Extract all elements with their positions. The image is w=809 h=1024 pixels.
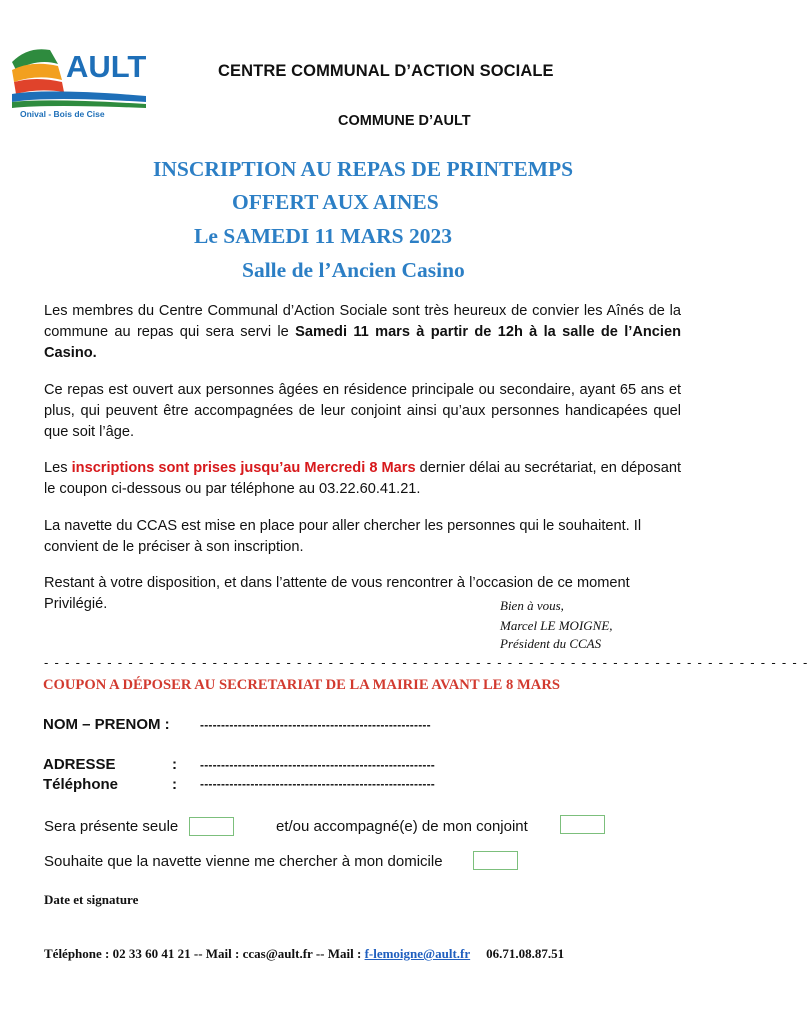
invitation-date-place: Samedi 11 mars à partir de 12h à la salle de l’Ancien Casino. (44, 324, 682, 361)
paragraph-closing: Restant à votre disposition, et dans l’attente de vous rencontrer à l’occasion de ce moment Privilégié. (44, 575, 630, 612)
cut-separator: - - - - - - - - - - - - - - - - - - - - - - - - - - - - - - - - - - - - - - - - - - - - - - - - - - - - - - - - - - - - - - - - - - - - - - - - - (44, 655, 809, 670)
alone-checkbox[interactable] (189, 817, 234, 836)
shuttle-label: Souhaite que la navette vienne me chercher à mon domicile (44, 853, 443, 870)
name-label: NOM – PRENOM : (43, 716, 170, 733)
title-line-3: Le SAMEDI 11 MARS 2023 (194, 224, 453, 248)
registration-start: Les (44, 460, 72, 476)
registration-end: dernier délai au secrétariat, en déposant le coupon ci-dessous ou par téléphone au 03.22.60.41.21. (44, 460, 681, 497)
footer-phone-mail: Téléphone : 02 33 60 41 21 -- Mail : ccas@ault.fr -- Mail : (44, 946, 365, 961)
spouse-checkbox[interactable] (560, 815, 605, 834)
address-label: ADRESSE (43, 756, 116, 773)
address-colon: : (172, 756, 177, 773)
coupon-title: COUPON A DÉPOSER AU SECRETARIAT DE LA MAIRIE AVANT LE 8 MARS (43, 677, 560, 693)
invitation-text: Les membres du Centre Communal d’Action Sociale sont très heureux de convier les Aînés de la commune au repas qui sera servi le (44, 303, 681, 340)
signature-greeting: Bien à vous, (500, 598, 564, 613)
footer-contact (44, 946, 564, 962)
date-signature-label: Date et signature (44, 892, 139, 907)
address-field[interactable]: -------------------------------------------------------- (200, 758, 435, 772)
paragraph-registration (44, 458, 681, 500)
spouse-label: et/ou accompagné(e) de mon conjoint (276, 818, 528, 835)
ault-logo (8, 40, 148, 118)
footer-mobile: 06.71.08.87.51 (486, 946, 565, 961)
title-line-1: INSCRIPTION AU REPAS DE PRINTEMPS (153, 157, 574, 181)
paragraph-invitation (44, 301, 681, 364)
commune-name: COMMUNE D’AULT (338, 113, 471, 129)
organization-name: CENTRE COMMUNAL D’ACTION SOCIALE (218, 62, 554, 80)
phone-label: Téléphone (43, 776, 119, 793)
name-field[interactable]: ------------------------------------------------------- (200, 718, 431, 732)
paragraph-shuttle: La navette du CCAS est mise en place pour aller chercher les personnes qui le souhaitent. Il convient de le préciser à son inscription. (44, 518, 642, 555)
signature-role: Président du CCAS (500, 636, 602, 651)
title-line-2: OFFERT AUX AINES (232, 190, 439, 214)
phone-colon: : (172, 776, 177, 793)
ault-logo-graphic (8, 40, 148, 118)
registration-deadline: inscriptions sont prises jusqu’au Mercredi 8 Mars (71, 460, 416, 476)
footer-email-link[interactable]: f-lemoigne@ault.fr (364, 946, 471, 961)
signature-name: Marcel LE MOIGNE, (500, 618, 613, 633)
title-line-4: Salle de l’Ancien Casino (242, 258, 465, 282)
phone-field[interactable]: -------------------------------------------------------- (200, 777, 435, 791)
logo-tagline: Onival - Bois de Cise (20, 109, 105, 119)
paragraph-eligibility: Ce repas est ouvert aux personnes âgées en résidence principale ou secondaire, ayant 65 ans et plus, qui peuvent être accompagnées de leur conjoint ainsi qu’aux personnes handicapées quel que soit l’âge. (44, 382, 681, 440)
alone-label: Sera présente seule (44, 818, 179, 835)
logo-name: AULT (66, 49, 147, 84)
shuttle-checkbox[interactable] (473, 851, 518, 870)
